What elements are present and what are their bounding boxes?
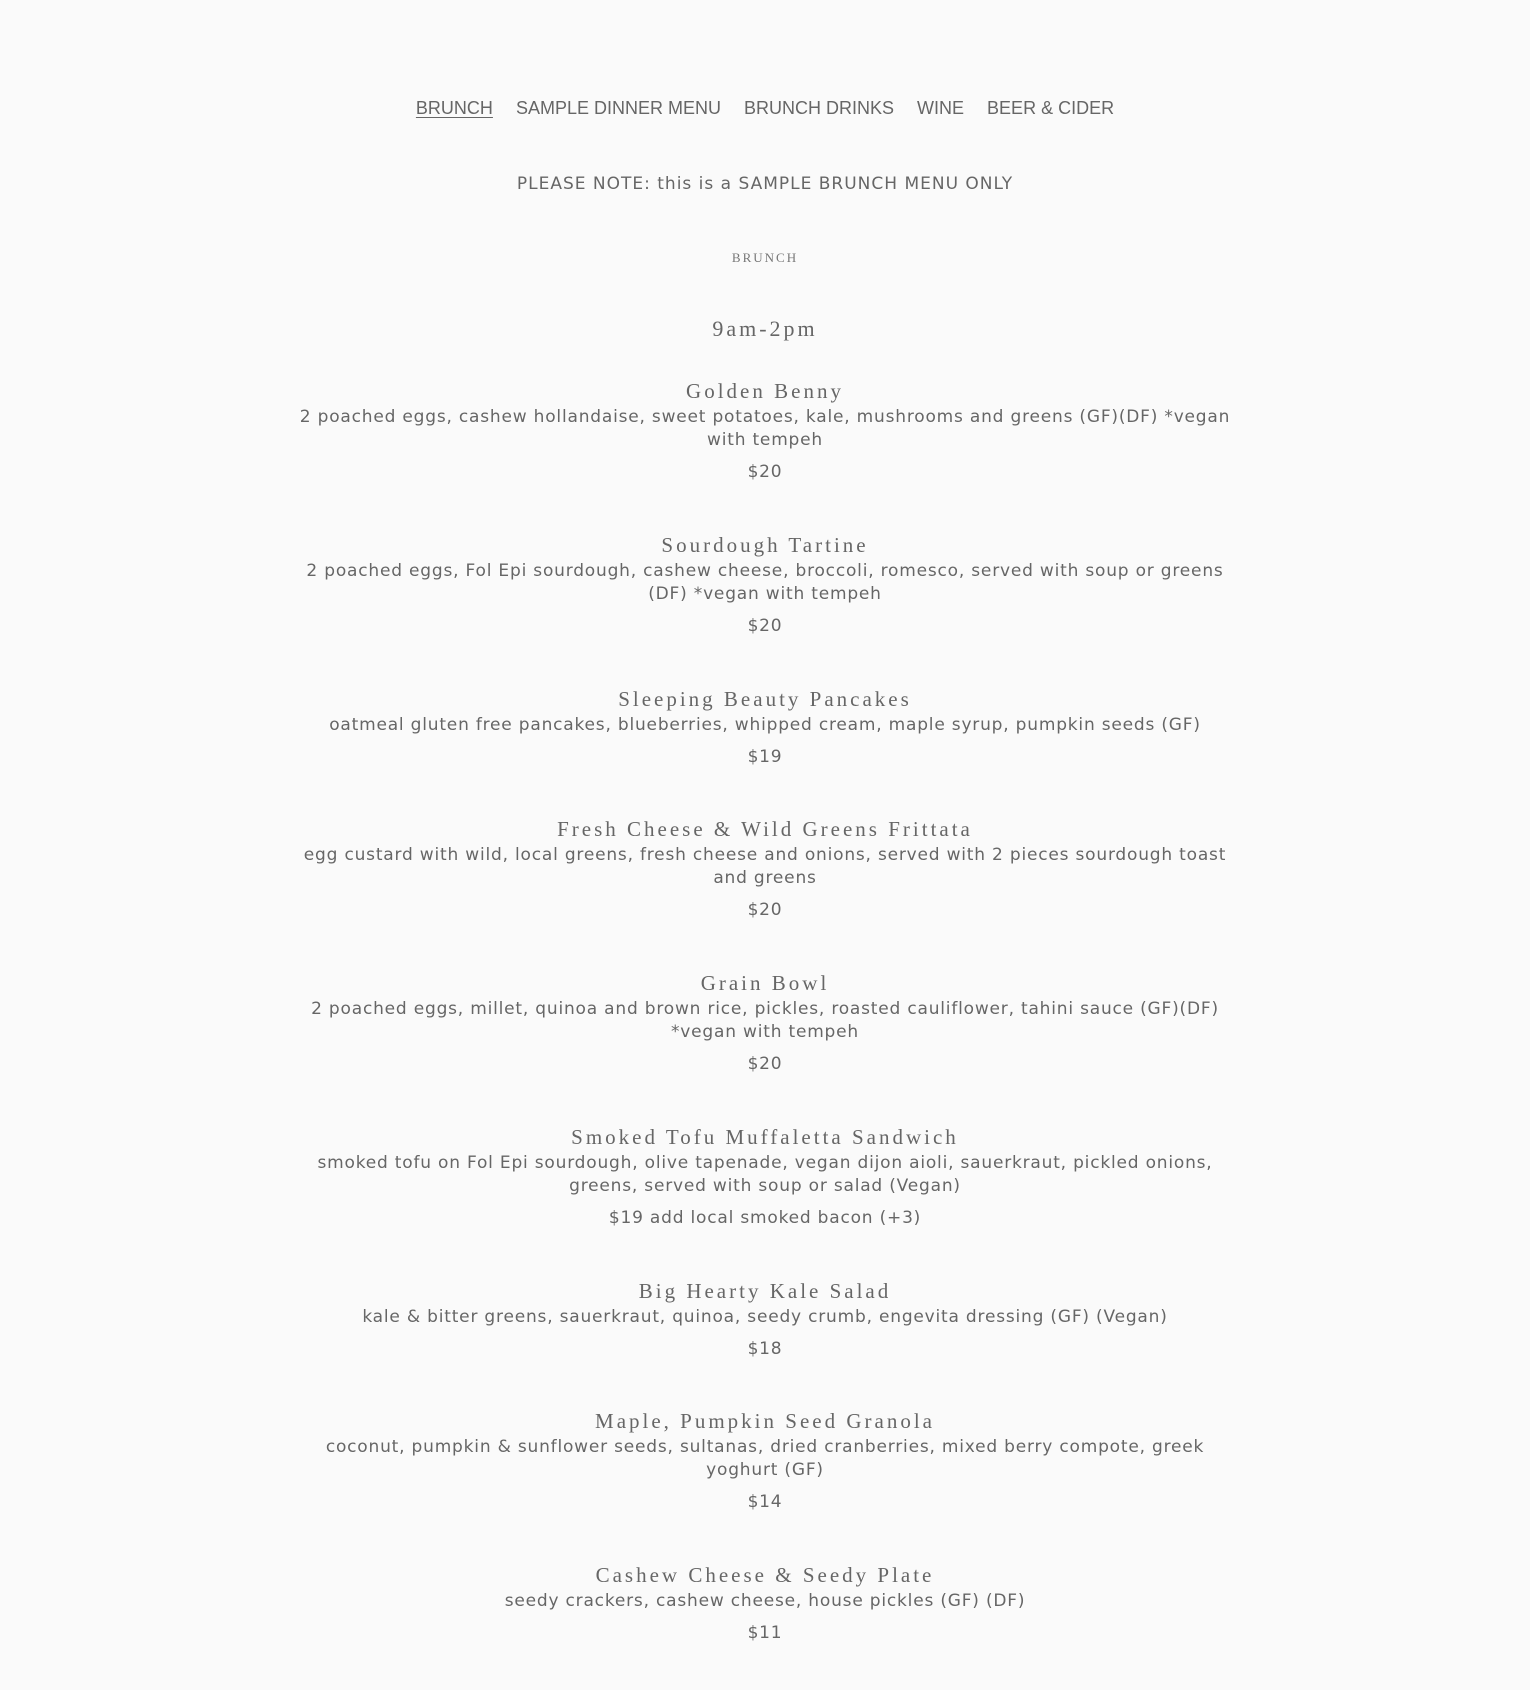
menu-items bbox=[0, 376, 1530, 1690]
item-price: $20 bbox=[747, 462, 783, 482]
menu-item bbox=[290, 968, 1240, 1122]
menu-item bbox=[290, 376, 1240, 530]
item-description: coconut, pumpkin & sunflower seeds, sultanas, dried cranberries, mixed berry compote, greek yoghurt (GF) bbox=[325, 1437, 1205, 1480]
tab-brunch-drinks[interactable]: BRUNCH DRINKS bbox=[744, 98, 895, 118]
menu-item bbox=[290, 814, 1240, 968]
item-name: Smoked Tofu Muffaletta Sandwich bbox=[571, 1125, 959, 1149]
menu-item bbox=[290, 1122, 1240, 1276]
item-description: smoked tofu on Fol Epi sourdough, olive tapenade, vegan dijon aioli, sauerkraut, pickled onions, greens, served with soup or salad (Vegan) bbox=[317, 1153, 1213, 1196]
tab-wine[interactable]: WINE bbox=[917, 98, 965, 118]
menu-item bbox=[290, 1276, 1240, 1406]
item-name: Golden Benny bbox=[686, 379, 844, 403]
tab-brunch[interactable]: BRUNCH bbox=[415, 98, 493, 118]
item-description: 2 poached eggs, millet, quinoa and brown rice, pickles, roasted cauliflower, tahini sauce (GF)(DF) *vegan with tempeh bbox=[311, 999, 1219, 1042]
menu-item bbox=[290, 530, 1240, 684]
item-name: Sleeping Beauty Pancakes bbox=[618, 687, 912, 711]
menu-tabs bbox=[0, 96, 1530, 121]
item-name: Grain Bowl bbox=[700, 971, 830, 995]
item-description: seedy crackers, cashew cheese, house pickles (GF) (DF) bbox=[504, 1591, 1026, 1611]
item-description: 2 poached eggs, cashew hollandaise, sweet potatoes, kale, mushrooms and greens (GF)(DF) *vegan with tempeh bbox=[299, 407, 1231, 450]
item-price: $19 bbox=[747, 747, 783, 767]
service-hours: 9am-2pm bbox=[712, 316, 818, 341]
sample-menu-note: PLEASE NOTE: this is a SAMPLE BRUNCH MENU ONLY bbox=[516, 174, 1014, 194]
section-label: BRUNCH bbox=[731, 250, 799, 265]
item-price: $20 bbox=[747, 1054, 783, 1074]
item-price: $14 bbox=[747, 1492, 783, 1512]
item-name: Maple, Pumpkin Seed Granola bbox=[595, 1409, 935, 1433]
item-description: egg custard with wild, local greens, fresh cheese and onions, served with 2 pieces sourdough toast and greens bbox=[303, 845, 1227, 888]
item-name: Fresh Cheese & Wild Greens Frittata bbox=[557, 817, 973, 841]
tab-beer-cider[interactable]: BEER & CIDER bbox=[987, 98, 1115, 118]
item-name: Sourdough Tartine bbox=[661, 533, 869, 557]
item-description: oatmeal gluten free pancakes, blueberries, whipped cream, maple syrup, pumpkin seeds (GF) bbox=[329, 715, 1201, 735]
item-description: 2 poached eggs, Fol Epi sourdough, cashew cheese, broccoli, romesco, served with soup or greens (DF) *vegan with tempeh bbox=[306, 561, 1224, 604]
item-price: $18 bbox=[747, 1339, 783, 1359]
menu-item bbox=[290, 684, 1240, 814]
menu-item bbox=[290, 1560, 1240, 1690]
menu-item bbox=[290, 1406, 1240, 1560]
item-name: Cashew Cheese & Seedy Plate bbox=[595, 1563, 935, 1587]
item-price: $20 bbox=[747, 900, 783, 920]
item-price: $19 add local smoked bacon (+3) bbox=[608, 1208, 922, 1228]
item-price: $11 bbox=[747, 1623, 783, 1643]
item-name: Big Hearty Kale Salad bbox=[638, 1279, 892, 1303]
item-price: $20 bbox=[747, 616, 783, 636]
tab-sample-dinner-menu[interactable]: SAMPLE DINNER MENU bbox=[515, 98, 721, 118]
item-description: kale & bitter greens, sauerkraut, quinoa, seedy crumb, engevita dressing (GF) (Vegan) bbox=[362, 1307, 1168, 1327]
